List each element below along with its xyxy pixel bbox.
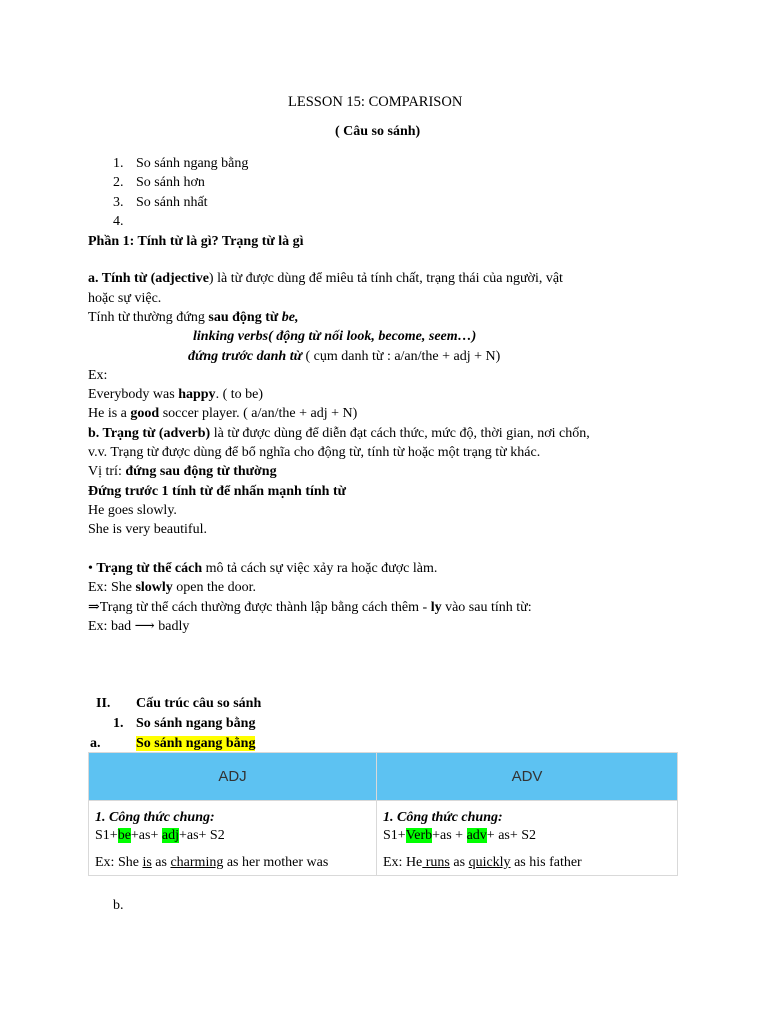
- section2-heading: Cấu trúc câu so sánh: [136, 696, 262, 711]
- table-header-adj: ADJ: [89, 753, 377, 801]
- linking-verbs: linking verbs( động từ nối look, become, seem…): [193, 329, 477, 344]
- adverb-label: b. Trạng từ (adverb): [88, 426, 211, 441]
- list-item-text: So sánh ngang bằng: [136, 156, 249, 171]
- formula-title: 1. Công thức chung:: [383, 810, 503, 825]
- subsection-heading: So sánh ngang bằng: [136, 716, 256, 731]
- adverb-example-1: He goes slowly.: [88, 503, 177, 518]
- formula-example: Ex: She is as charming as her mother was: [95, 855, 329, 870]
- formula: S1+Verb+as + adv+ as+ S2: [383, 828, 537, 843]
- table-row: [89, 801, 678, 876]
- subsection-b-number: b.: [113, 898, 124, 913]
- adjective-definition: a. Tính từ (adjective) là từ được dùng để miêu tả tính chất, trạng thái của người, vật: [88, 271, 563, 286]
- list-item-text: So sánh hơn: [136, 175, 205, 190]
- adverb-position-2: Đứng trước 1 tính từ để nhấn mạnh tính từ: [88, 484, 347, 499]
- list-item-text: So sánh nhất: [136, 195, 208, 210]
- document-title: LESSON 15: COMPARISON: [288, 94, 463, 110]
- adverb-definition-cont: v.v. Trạng từ được dùng để bổ nghĩa cho động từ, tính từ hoặc một trạng từ khác.: [88, 445, 541, 460]
- example-label: Ex:: [88, 368, 108, 383]
- adverb-position: Vị trí: đứng sau động từ thường: [88, 464, 277, 479]
- comparison-table: [88, 752, 678, 876]
- adjective-definition-cont: hoặc sự việc.: [88, 291, 162, 306]
- list-item: 4.: [113, 214, 124, 229]
- list-item: 1.: [113, 156, 124, 171]
- manner-rule: ⇒Trạng từ thể cách thường được thành lập bằng cách thêm - ly vào sau tính từ:: [88, 600, 532, 615]
- formula: S1+be+as+ adj+as+ S2: [95, 828, 225, 843]
- manner-example: Ex: She slowly open the door.: [88, 580, 257, 595]
- adverb-definition: b. Trạng từ (adverb) là từ được dùng để diễn đạt cách thức, mức độ, thời gian, nơi chốn,: [88, 426, 590, 441]
- subsection-number: 1.: [113, 716, 124, 731]
- table-header-adv: ADV: [377, 753, 678, 801]
- formula-example: Ex: He runs as quickly as his father: [383, 855, 582, 870]
- adjective-label: a. Tính từ (adjective: [88, 271, 209, 286]
- manner-adverb: • Trạng từ thể cách mô tả cách sự việc xảy ra hoặc được làm.: [88, 561, 438, 576]
- example-1: Everybody was happy. ( to be): [88, 387, 263, 402]
- list-item: 3.: [113, 195, 124, 210]
- list-item: 2.: [113, 175, 124, 190]
- example-2: He is a good soccer player. ( a/an/the + adj + N): [88, 406, 358, 421]
- adverb-example-2: She is very beautiful.: [88, 522, 207, 537]
- table-cell-adv: [377, 801, 678, 876]
- section2-number: II.: [96, 696, 111, 711]
- table-cell-adj: [89, 801, 377, 876]
- subsection-a-heading: So sánh ngang bằng: [136, 736, 256, 751]
- part1-heading: Phần 1: Tính từ là gì? Trạng từ là gì: [88, 234, 304, 249]
- before-noun: đứng trước danh từ ( cụm danh từ : a/an/the + adj + N): [188, 349, 501, 364]
- table-header-row: [89, 753, 678, 801]
- document-subtitle: ( Câu so sánh): [335, 124, 421, 139]
- subsection-a-number: a.: [90, 736, 101, 751]
- manner-example-2: Ex: bad ⟶ badly: [88, 619, 190, 634]
- adjective-position: Tính từ thường đứng sau động từ be,: [88, 310, 299, 325]
- formula-title: 1. Công thức chung:: [95, 810, 215, 825]
